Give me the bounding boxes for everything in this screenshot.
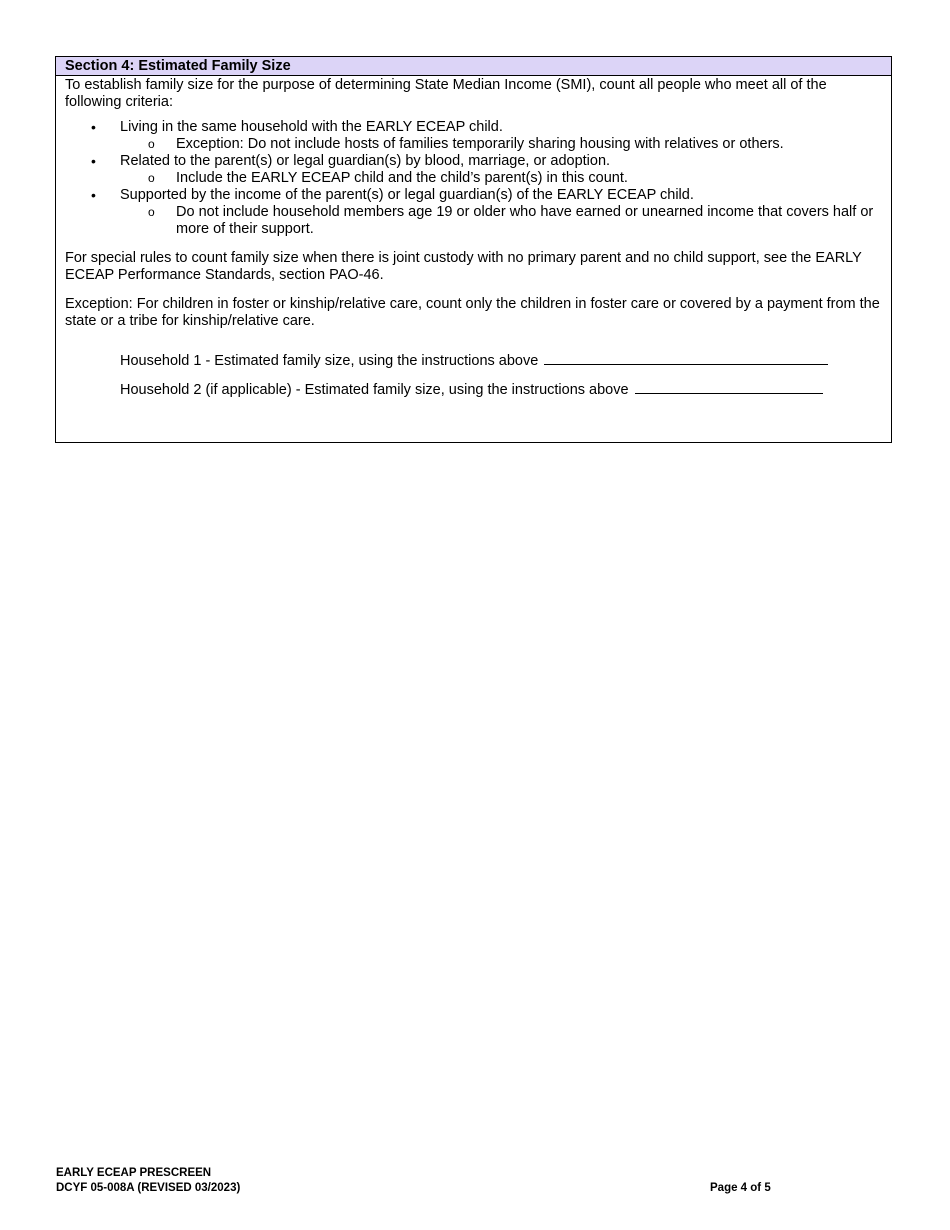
criteria-item [65, 119, 882, 153]
form-name: EARLY ECEAP PRESCREEN [56, 1167, 212, 1179]
section-body [56, 77, 891, 399]
circle-bullet-icon: o [148, 171, 155, 185]
sub-item [120, 170, 882, 187]
bullet-icon: • [91, 153, 96, 169]
household-1-size-field[interactable] [544, 351, 828, 365]
sub-item [120, 204, 882, 238]
household-1-row [120, 351, 882, 370]
criteria-text: Supported by the income of the parent(s) or legal guardian(s) of the EARLY ECEAP child. [120, 187, 694, 203]
circle-bullet-icon: o [148, 137, 155, 151]
household-2-size-field[interactable] [635, 380, 823, 394]
intro-text: To establish family size for the purpose of determining State Median Income (SMI), count all people who meet all of the following criteria: [65, 77, 827, 110]
sub-list [120, 136, 882, 153]
bullet-icon: • [91, 187, 96, 203]
criteria-item [65, 153, 882, 187]
footer-form-info [56, 1166, 240, 1196]
page-number: Page 4 of 5 [710, 1182, 771, 1194]
sub-item [120, 136, 882, 153]
circle-bullet-icon: o [148, 205, 155, 219]
criteria-text: Living in the same household with the EARLY ECEAP child. [120, 119, 503, 135]
special-rules-text: For special rules to count family size when there is joint custody with no primary parent and no child support, see the EARLY ECEAP Performance Standards, section PAO-46. [65, 250, 862, 283]
household-2-row [120, 380, 882, 399]
sub-list [120, 204, 882, 238]
section-4-box [55, 56, 892, 443]
sub-text: Include the EARLY ECEAP child and the child’s parent(s) in this count. [176, 170, 628, 186]
criteria-list [65, 119, 882, 238]
exception-text: Exception: For children in foster or kinship/relative care, count only the children in foster care or covered by a payment from the state or a tribe for kinship/relative care. [65, 296, 880, 329]
criteria-item [65, 187, 882, 238]
household-1-label: Household 1 - Estimated family size, using the instructions above [120, 353, 539, 369]
sub-text: Exception: Do not include hosts of families temporarily sharing housing with relatives or others. [176, 136, 784, 152]
section-title: Section 4: Estimated Family Size [56, 57, 891, 76]
household-2-label: Household 2 (if applicable) - Estimated family size, using the instructions above [120, 382, 629, 398]
bullet-icon: • [91, 119, 96, 135]
sub-text: Do not include household members age 19 or older who have earned or unearned income that covers half or more of their support. [176, 204, 874, 237]
criteria-text: Related to the parent(s) or legal guardian(s) by blood, marriage, or adoption. [120, 153, 611, 169]
sub-list [120, 170, 882, 187]
form-number: DCYF 05-008A (REVISED 03/2023) [56, 1182, 241, 1194]
